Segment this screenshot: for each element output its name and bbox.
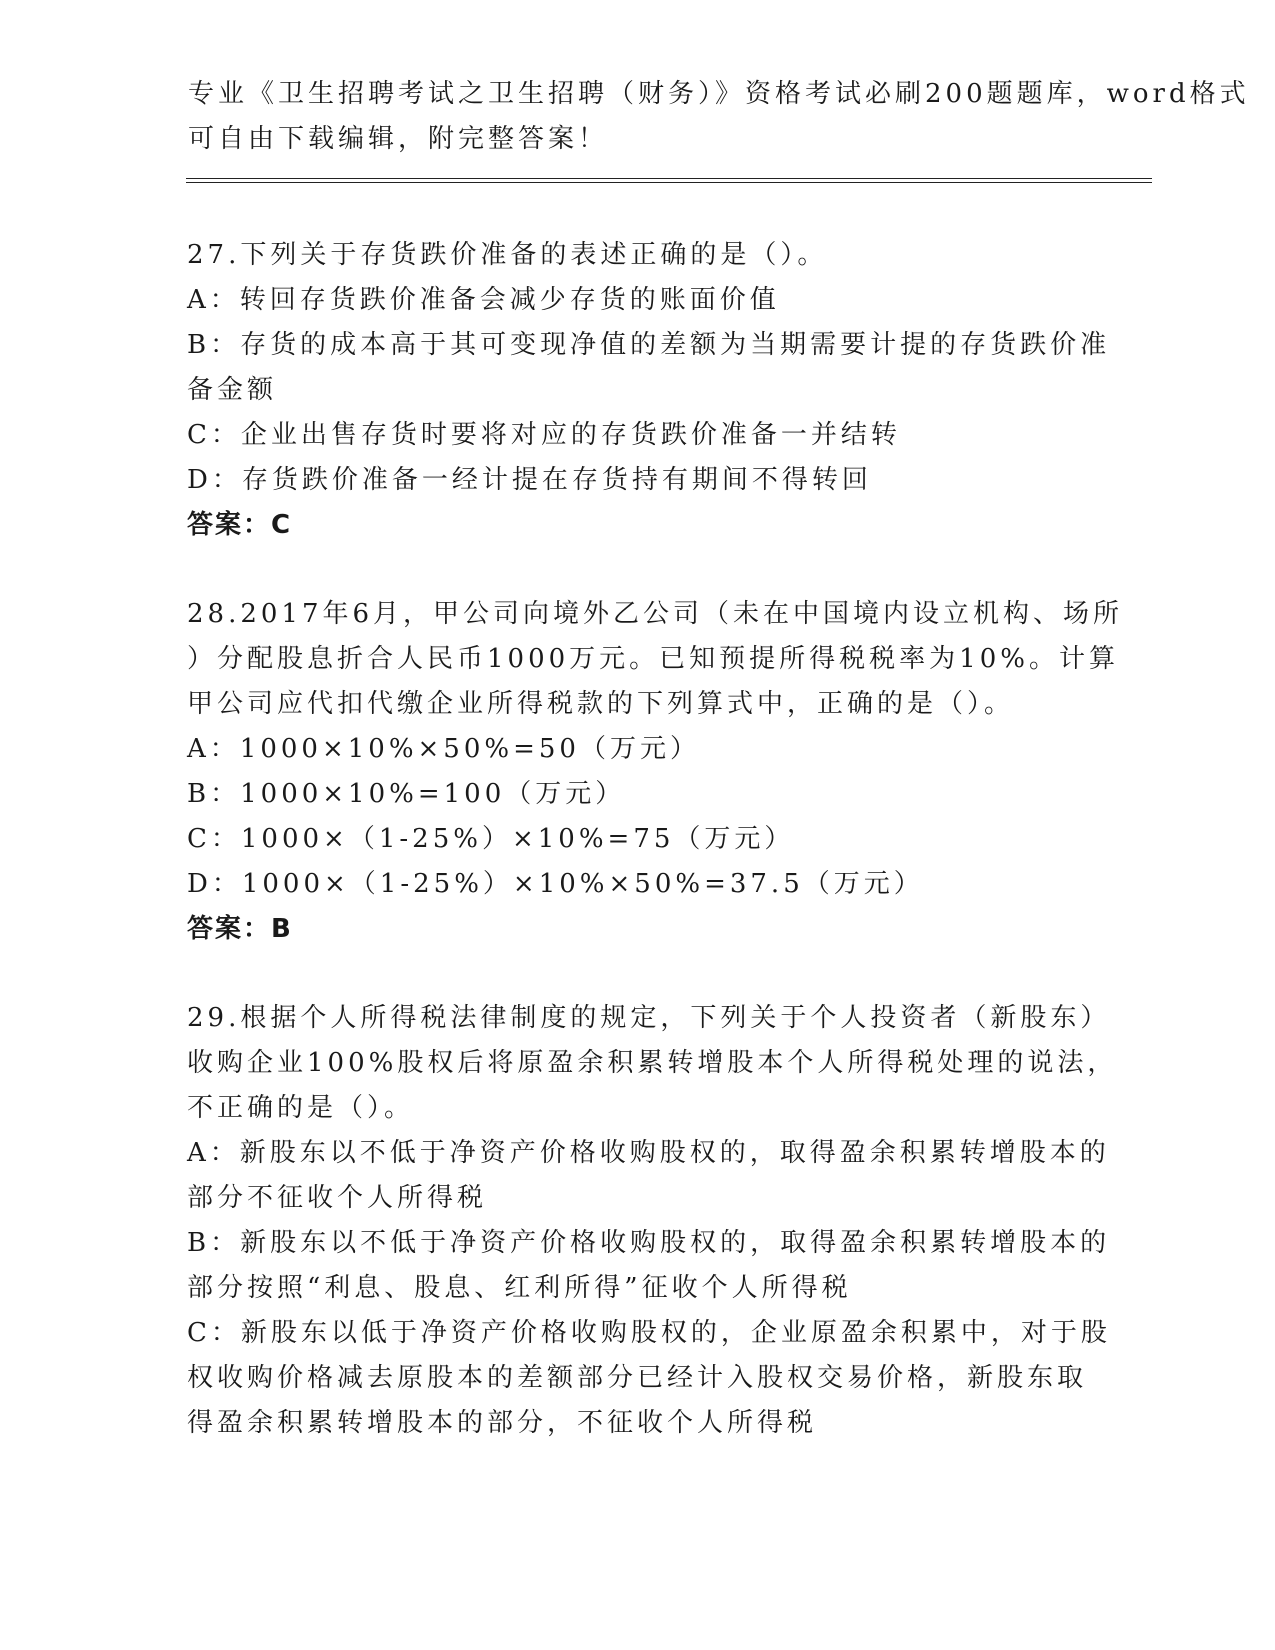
question-28 (187, 592, 1124, 952)
option-d: D：1000×（1-25%）×10%×50%=37.5（万元） (187, 869, 924, 899)
question-stem-continued: ）分配股息折合人民币1000万元。已知预提所得税税率为10%。计算 (187, 644, 1119, 674)
question-stem: 28.2017年6月，甲公司向境外乙公司（未在中国境内设立机构、场所 (187, 599, 1124, 629)
option-a: A：新股东以不低于净资产价格收购股权的，取得盈余积累转增股本的 (187, 1138, 1110, 1168)
question-stem-continued: 收购企业100%股权后将原盈余积累转增股本个人所得税处理的说法， (187, 1048, 1118, 1078)
question-27 (187, 233, 1111, 548)
option-a: A：1000×10%×50%=50（万元） (187, 734, 700, 764)
option-b: B：新股东以不低于净资产价格收购股权的，取得盈余积累转增股本的 (187, 1228, 1111, 1258)
question-stem: 27.下列关于存货跌价准备的表述正确的是（）。 (187, 240, 828, 270)
header-divider-bottom (186, 182, 1152, 183)
header-divider-top (186, 178, 1152, 179)
answer-label: 答案：B (187, 914, 293, 944)
header-line-2: 可自由下载编辑，附完整答案！ (188, 124, 609, 154)
option-d: D：存货跌价准备一经计提在存货持有期间不得转回 (187, 465, 872, 495)
option-a-continued: 部分不征收个人所得税 (187, 1183, 488, 1213)
option-c: C：新股东以低于净资产价格收购股权的，企业原盈余积累中，对于股 (187, 1318, 1111, 1348)
option-a: A：转回存货跌价准备会减少存货的账面价值 (187, 285, 780, 315)
question-stem-continued: 甲公司应代扣代缴企业所得税款的下列算式中，正确的是（）。 (187, 689, 1015, 719)
question-29 (187, 996, 1118, 1446)
option-b-continued: 部分按照“利息、股息、红利所得”征收个人所得税 (187, 1273, 852, 1303)
question-stem: 29.根据个人所得税法律制度的规定，下列关于个人投资者（新股东） (187, 1003, 1111, 1033)
option-b-continued: 备金额 (187, 375, 278, 405)
option-c-continued: 权收购价格减去原股本的差额部分已经计入股权交易价格，新股东取 (187, 1363, 1088, 1393)
question-list (187, 233, 1124, 1490)
option-c: C：企业出售存货时要将对应的存货跌价准备一并结转 (187, 420, 901, 450)
answer-label: 答案：C (187, 510, 293, 540)
header-line-1: 专业《卫生招聘考试之卫生招聘（财务）》资格考试必刷200题题库，word格式 (188, 79, 1250, 109)
option-c: C：1000×（1-25%）×10%=75（万元） (187, 824, 795, 854)
question-stem-continued: 不正确的是（）。 (187, 1093, 415, 1123)
option-b: B：存货的成本高于其可变现净值的差额为当期需要计提的存货跌价准 (187, 330, 1111, 360)
option-b: B：1000×10%=100（万元） (187, 779, 626, 809)
option-c-continued: 得盈余积累转增股本的部分，不征收个人所得税 (187, 1408, 818, 1438)
document-header (188, 72, 1250, 162)
